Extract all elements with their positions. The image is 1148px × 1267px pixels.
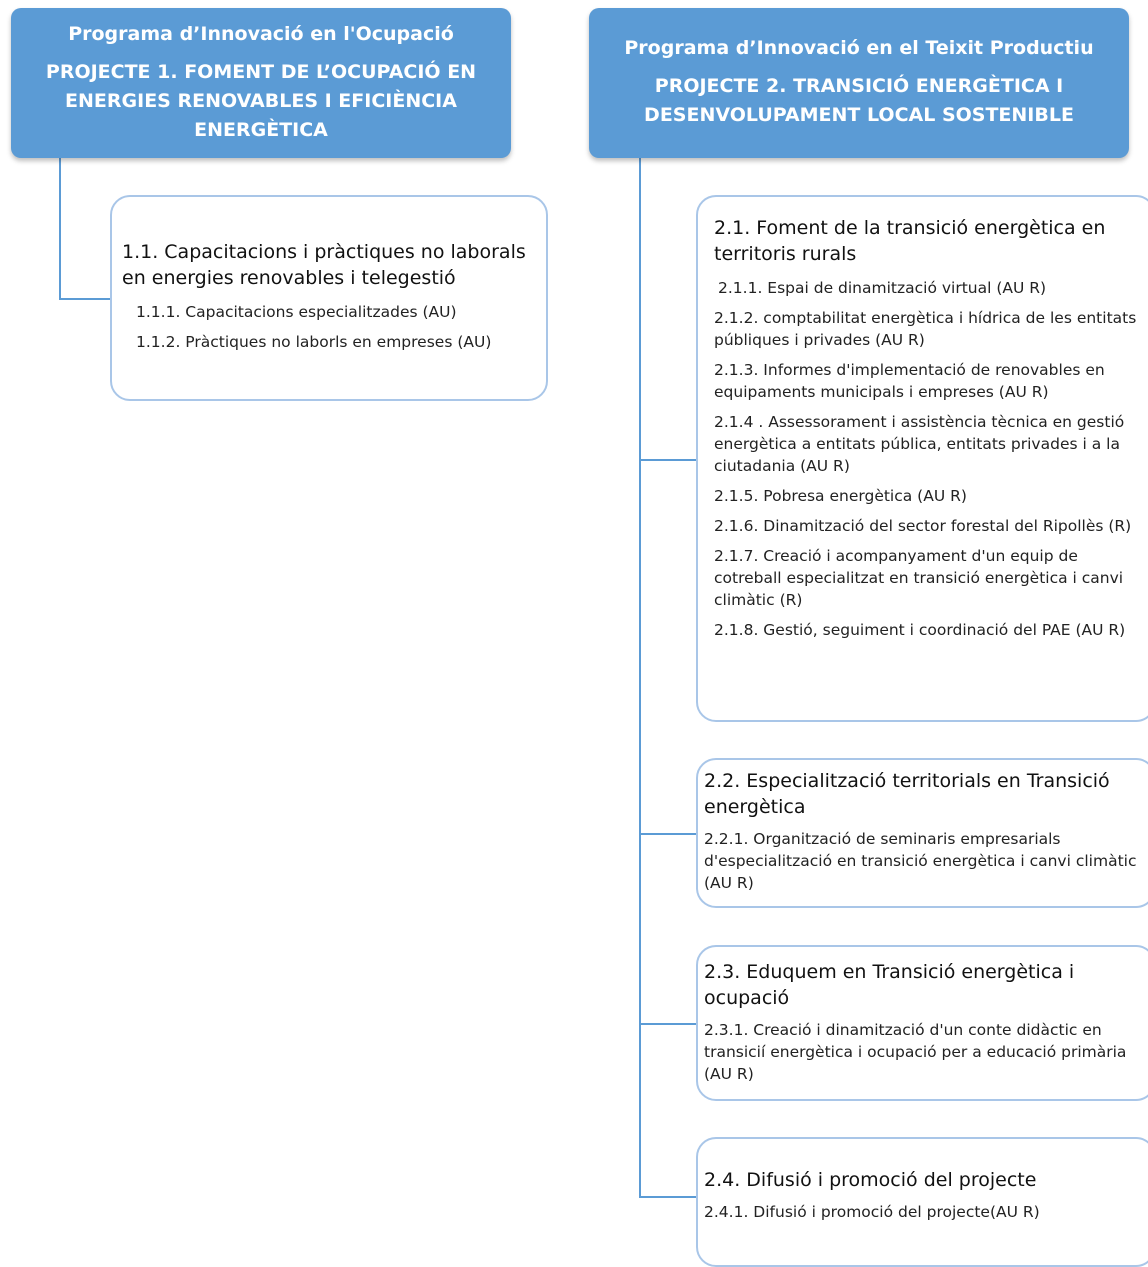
connector-line	[639, 833, 697, 835]
project-1-header	[11, 8, 511, 158]
action-item: 2.4.1. Difusió i promoció del projecte(AU R)	[704, 1203, 1040, 1221]
connector-line	[59, 158, 61, 300]
action-box-2-1	[696, 195, 1148, 722]
connector-line	[639, 158, 641, 1198]
action-item: 2.1.5. Pobresa energètica (AU R)	[714, 487, 967, 505]
action-item: 2.1.6. Dinamització del sector forestal del Ripollès (R)	[714, 517, 1132, 535]
action-box-2-2	[696, 758, 1148, 908]
connector-line	[639, 1196, 697, 1198]
action-title: 2.2. Especialització territorials en Transició energètica	[704, 770, 1110, 818]
project-title: PROJECTE 2. TRANSICIÓ ENERGÈTICA I DESENVOLUPAMENT LOCAL SOSTENIBLE	[644, 75, 1074, 126]
connector-line	[639, 1023, 697, 1025]
action-item: 2.1.1. Espai de dinamització virtual (AU R)	[718, 279, 1047, 297]
action-title: 1.1. Capacitacions i pràctiques no laborals en energies renovables i telegestió	[122, 241, 526, 289]
connector-line	[639, 459, 697, 461]
action-item: 2.1.7. Creació i acompanyament d'un equip de cotreball especialitzat en transició energètica i canvi climàtic (R)	[714, 547, 1124, 609]
action-box-2-3	[696, 945, 1148, 1101]
action-item: 2.1.2. comptabilitat energètica i hídrica de les entitats públiques i privades (AU R)	[714, 309, 1137, 349]
action-item: 2.1.4 . Assessorament i assistència tècnica en gestió energètica a entitats pública, entitats privades i a la ciutadania (AU R)	[714, 413, 1125, 475]
project-2-header	[589, 8, 1129, 158]
action-title: 2.3. Eduquem en Transició energètica i ocupació	[704, 961, 1075, 1009]
action-item: 2.1.3. Informes d'implementació de renovables en equipaments municipals i empreses (AU R)	[714, 361, 1105, 401]
action-item: 1.1.1. Capacitacions especialitzades (AU)	[136, 303, 457, 321]
action-item: 2.3.1. Creació i dinamització d'un conte didàctic en transicií energètica i ocupació per a educació primària (AU R)	[704, 1021, 1127, 1083]
action-title: 2.4. Difusió i promoció del projecte	[704, 1169, 1037, 1191]
connector-line	[59, 298, 111, 300]
action-box-2-4	[696, 1137, 1148, 1267]
action-item: 2.2.1. Organització de seminaris empresarials d'especialització en transició energètica i canvi climàtic (AU R)	[704, 830, 1137, 892]
project-title: PROJECTE 1. FOMENT DE L’OCUPACIÓ EN ENERGIES RENOVABLES I EFICIÈNCIA ENERGÈTICA	[45, 60, 477, 141]
program-title: Programa d’Innovació en l'Ocupació	[68, 22, 454, 45]
action-item: 2.1.8. Gestió, seguiment i coordinació del PAE (AU R)	[714, 621, 1126, 639]
action-title: 2.1. Foment de la transició energètica en territoris rurals	[714, 217, 1106, 265]
action-box-1-1	[110, 195, 548, 401]
action-item: 1.1.2. Pràctiques no laborls en empreses (AU)	[136, 333, 492, 351]
program-title: Programa d’Innovació en el Teixit Productiu	[624, 37, 1094, 59]
